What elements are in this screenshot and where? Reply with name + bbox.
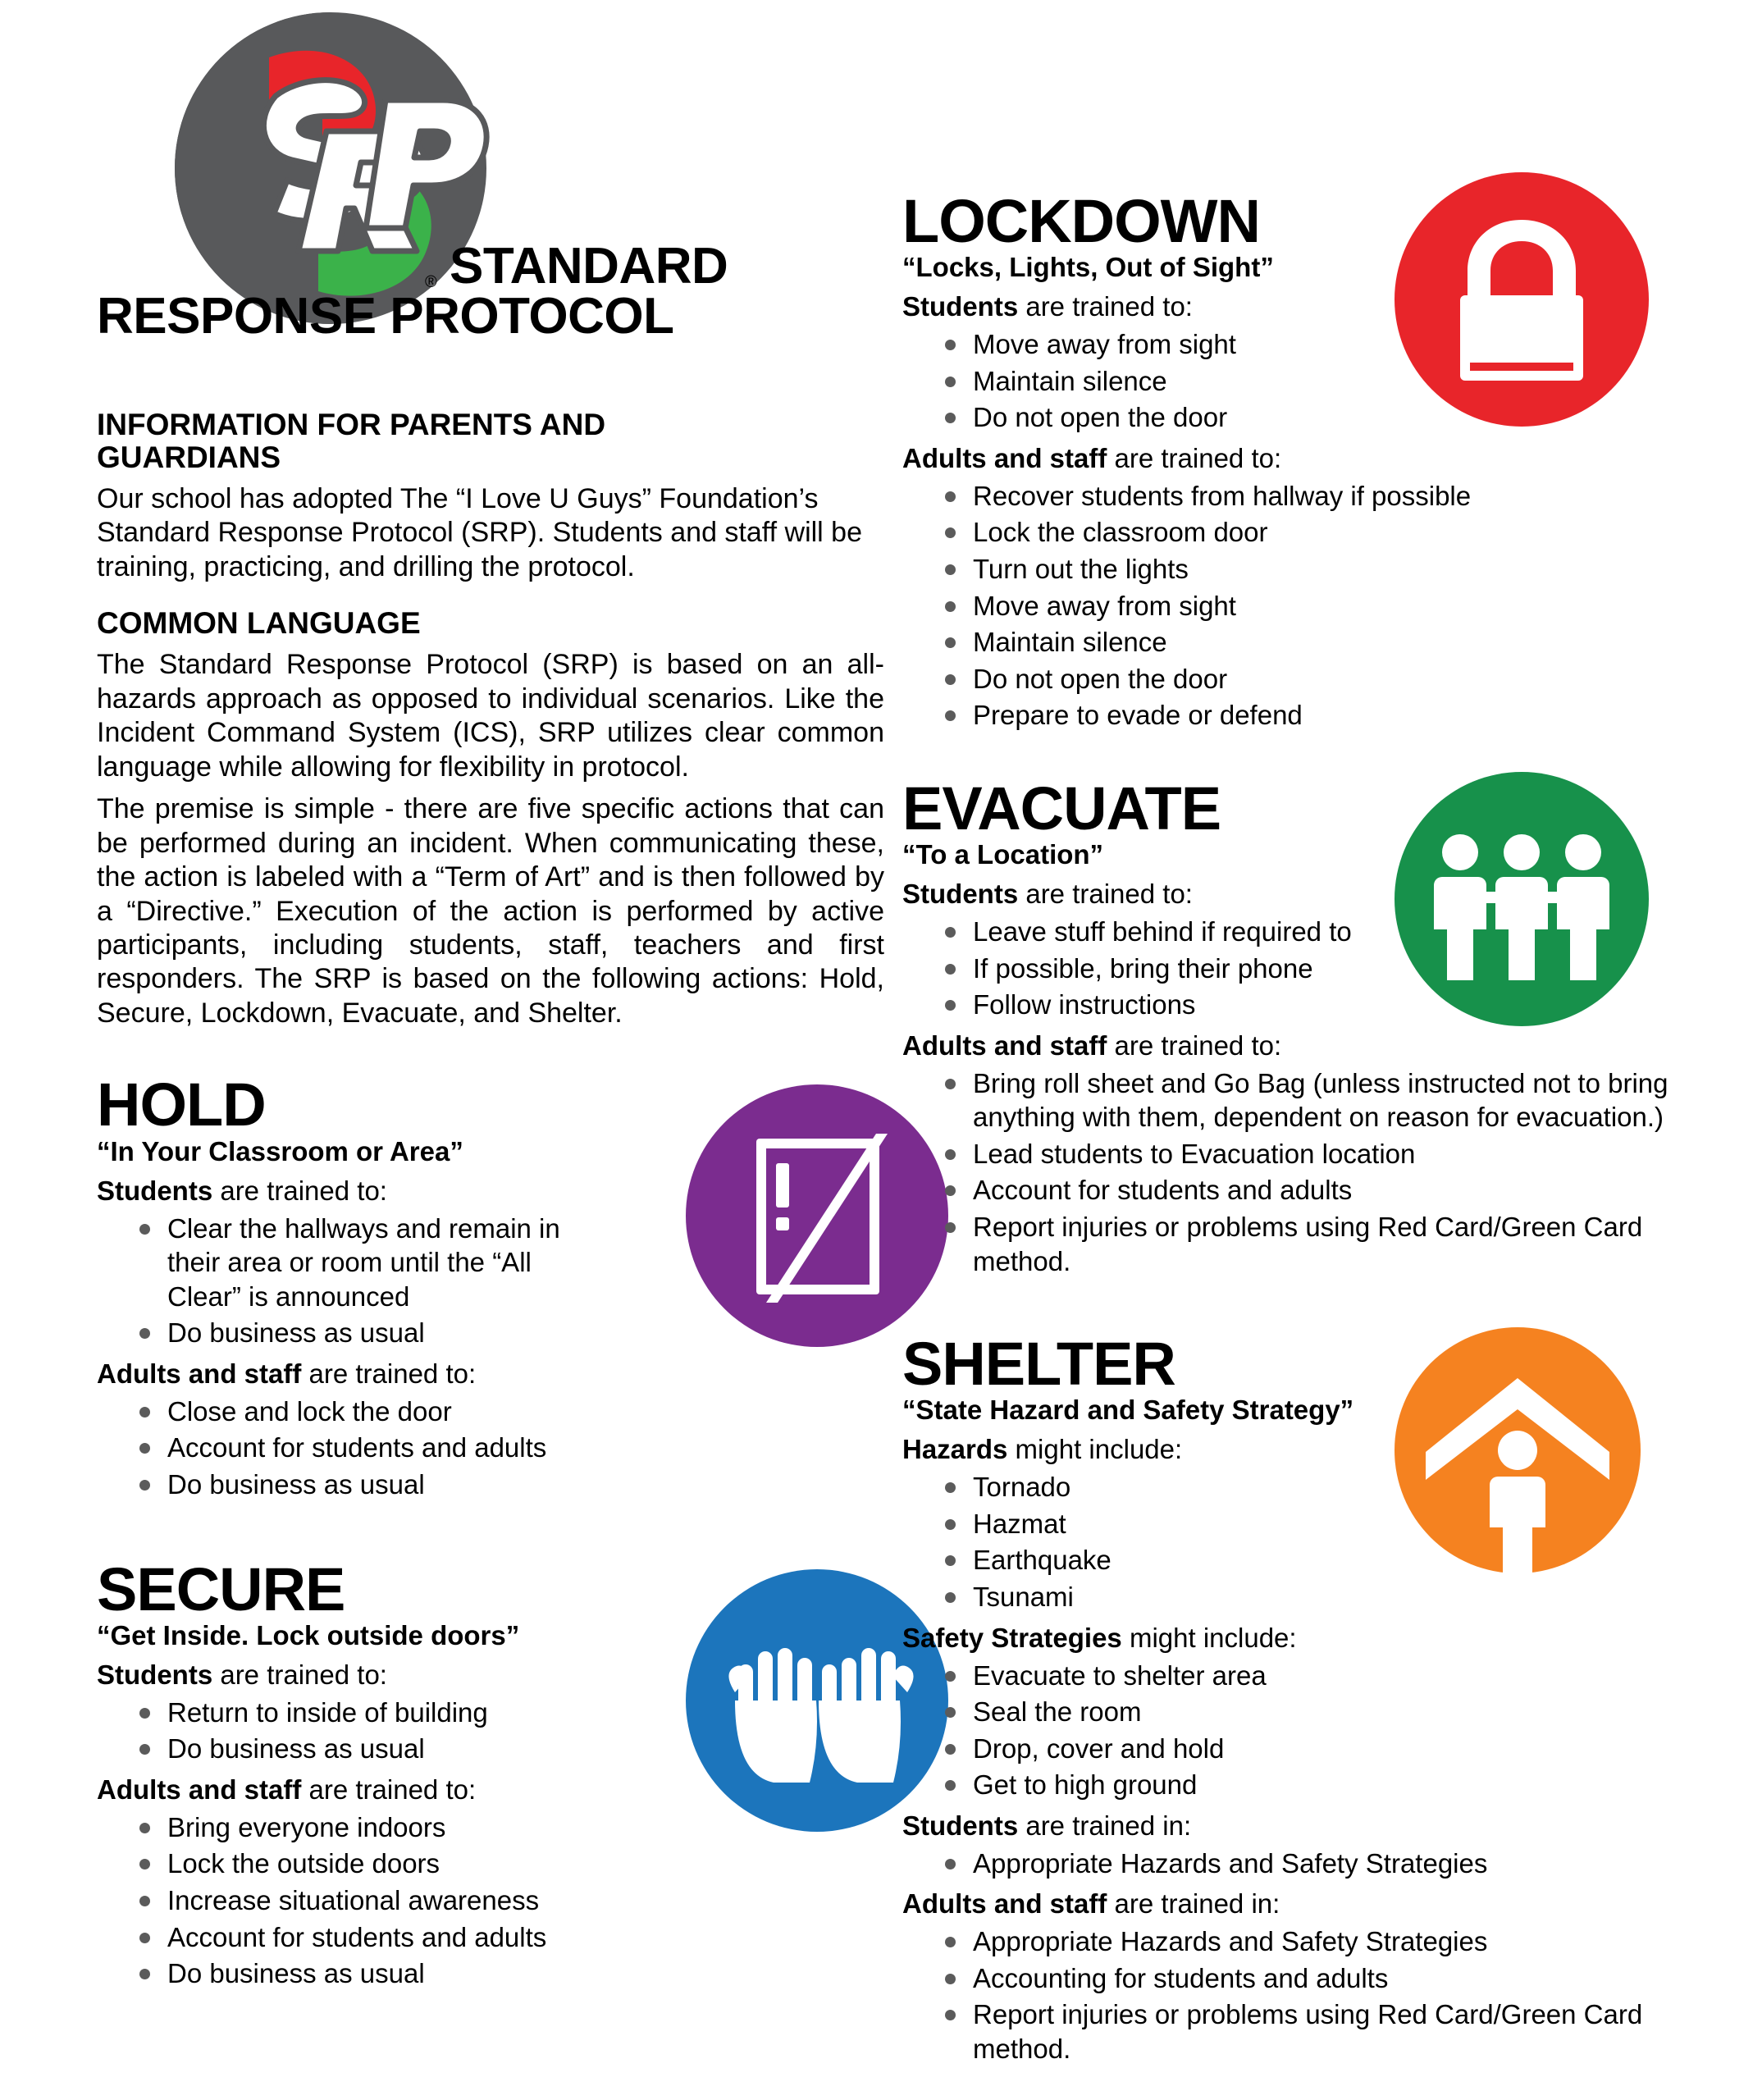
hold-title: HOLD xyxy=(97,1071,266,1139)
hold-subtitle: “In Your Classroom or Area” xyxy=(97,1135,463,1166)
protocol-secure xyxy=(97,1554,884,1991)
evacuate-students-heading xyxy=(902,877,1427,912)
list-item: Do not open the door xyxy=(940,662,1690,696)
list-item: Bring roll sheet and Go Bag (unless instructed not to bring anything with them, dependent on reason for evacuation.) xyxy=(940,1066,1690,1134)
shelter-strategies-heading-rest: might include: xyxy=(1121,1622,1297,1653)
evacuate-adults-heading-bold: Adults and staff xyxy=(902,1029,1107,1061)
list-item: Report injuries or problems using Red Card/Green Card method. xyxy=(940,1997,1690,2066)
lockdown-subtitle: “Locks, Lights, Out of Sight” xyxy=(902,252,1274,283)
lockdown-students-list xyxy=(902,327,1427,435)
list-item: Return to inside of building xyxy=(135,1696,589,1730)
protocol-shelter xyxy=(902,1330,1690,2066)
list-item: Tornado xyxy=(940,1470,1427,1504)
protocol-hold xyxy=(97,1071,884,1501)
secure-students-heading xyxy=(97,1658,589,1693)
list-item: Do business as usual xyxy=(135,1732,589,1766)
right-column xyxy=(902,0,1690,2069)
intro-section xyxy=(97,409,884,1030)
secure-subtitle: “Get Inside. Lock outside doors” xyxy=(97,1619,520,1650)
shelter-students-heading-bold: Students xyxy=(902,1810,1019,1841)
list-item: Clear the hallways and remain in their area or room until the “All Clear” is announced xyxy=(135,1212,589,1314)
lockdown-students-heading xyxy=(902,290,1427,325)
secure-students-heading-rest: are trained to: xyxy=(212,1659,387,1690)
list-item: Account for students and adults xyxy=(135,1431,884,1465)
shelter-person-icon xyxy=(1395,1327,1641,1573)
secure-adults-heading-bold: Adults and staff xyxy=(97,1774,302,1805)
shelter-strategies-heading-bold: Safety Strategies xyxy=(902,1622,1122,1653)
protocol-evacuate xyxy=(902,774,1690,1278)
secure-adults-list xyxy=(97,1810,589,1991)
list-item: Bring everyone indoors xyxy=(135,1810,589,1845)
hold-students-heading-rest: are trained to: xyxy=(212,1175,387,1206)
evacuate-title: EVACUATE xyxy=(902,774,1221,842)
lockdown-students-heading-bold: Students xyxy=(902,291,1019,322)
list-item: Appropriate Hazards and Safety Strategies xyxy=(940,1924,1690,1959)
list-item: Account for students and adults xyxy=(940,1173,1690,1208)
evacuate-adults-list xyxy=(902,1066,1690,1278)
masthead xyxy=(97,0,884,386)
secure-students-heading-bold: Students xyxy=(97,1659,213,1690)
hold-adults-heading-bold: Adults and staff xyxy=(97,1358,302,1389)
secure-adults-heading-rest: are trained to: xyxy=(301,1774,477,1805)
list-item: If possible, bring their phone xyxy=(940,952,1427,986)
hold-students-heading xyxy=(97,1174,589,1209)
list-item: Evacuate to shelter area xyxy=(940,1659,1690,1693)
hold-students-list xyxy=(97,1212,589,1350)
shelter-strategies-list xyxy=(902,1659,1690,1802)
hold-adults-list xyxy=(97,1395,884,1502)
shelter-strategies-heading xyxy=(902,1621,1690,1656)
shelter-title: SHELTER xyxy=(902,1330,1175,1399)
list-item: Move away from sight xyxy=(940,589,1690,623)
registered-mark: ® xyxy=(425,273,437,291)
list-item: Appropriate Hazards and Safety Strategies xyxy=(940,1847,1690,1881)
lockdown-adults-list xyxy=(902,479,1690,733)
list-item: Do not open the door xyxy=(940,400,1427,435)
title-line-response-protocol: RESPONSE PROTOCOL xyxy=(97,287,674,345)
lockdown-adults-heading xyxy=(902,441,1690,477)
lockdown-adults-heading-bold: Adults and staff xyxy=(902,442,1107,473)
list-item: Turn out the lights xyxy=(940,552,1690,587)
evacuate-students-heading-rest: are trained to: xyxy=(1018,879,1193,910)
list-item: Hazmat xyxy=(940,1507,1427,1541)
hold-adults-heading-rest: are trained to: xyxy=(301,1358,477,1389)
shelter-adults-list xyxy=(902,1924,1690,2066)
list-item: Close and lock the door xyxy=(135,1395,884,1429)
list-item: Do business as usual xyxy=(135,1468,884,1502)
protocol-lockdown xyxy=(902,187,1690,733)
list-item: Do business as usual xyxy=(135,1316,589,1350)
secure-title: SECURE xyxy=(97,1554,345,1623)
list-item: Tsunami xyxy=(940,1580,1427,1614)
secure-adults-heading xyxy=(97,1773,589,1808)
list-item: Maintain silence xyxy=(940,364,1427,399)
list-item: Get to high ground xyxy=(940,1768,1690,1802)
list-item: Report injuries or problems using Red Card/Green Card method. xyxy=(940,1210,1690,1278)
common-language-paragraph-1: The Standard Response Protocol (SRP) is based on an all-hazards approach as opposed to individual scenarios. Like the Incident Command System (ICS), SRP utilizes clear common language while allowing for flexibility in protocol. xyxy=(97,649,884,783)
evacuate-students-heading-bold: Students xyxy=(902,879,1019,910)
intro-paragraph: Our school has adopted The “I Love U Guys” Foundation’s Standard Response Protocol (SRP). Students and staff will be training, practicing, and drilling the protocol. xyxy=(97,482,862,582)
evacuate-subtitle: “To a Location” xyxy=(902,839,1104,870)
shelter-adults-heading-bold: Adults and staff xyxy=(902,1888,1107,1920)
list-item: Accounting for students and adults xyxy=(940,1961,1690,1996)
list-item: Maintain silence xyxy=(940,625,1690,660)
list-item: Leave stuff behind if required to xyxy=(940,915,1427,949)
intro-heading: INFORMATION FOR PARENTS AND GUARDIANS xyxy=(97,408,606,474)
lockdown-students-heading-rest: are trained to: xyxy=(1018,291,1193,322)
three-people-icon xyxy=(1395,772,1649,1026)
list-item: Seal the room xyxy=(940,1695,1690,1729)
shelter-adults-heading-rest: are trained in: xyxy=(1107,1888,1280,1920)
list-item: Lock the classroom door xyxy=(940,515,1690,550)
secure-students-list xyxy=(97,1696,589,1766)
lockdown-badge xyxy=(1395,172,1649,427)
shelter-hazards-list xyxy=(902,1470,1427,1614)
list-item: Prepare to evade or defend xyxy=(940,698,1690,733)
page-title xyxy=(97,238,884,345)
shelter-students-heading xyxy=(902,1809,1690,1844)
left-column xyxy=(97,0,884,1993)
padlock-icon xyxy=(1395,172,1649,427)
lockdown-adults-heading-rest: are trained to: xyxy=(1107,442,1282,473)
list-item: Account for students and adults xyxy=(135,1920,589,1955)
evacuate-students-list xyxy=(902,915,1427,1022)
list-item: Do business as usual xyxy=(135,1956,589,1991)
common-language-heading: COMMON LANGUAGE xyxy=(97,606,421,641)
shelter-hazards-heading-bold: Hazards xyxy=(902,1434,1008,1465)
common-language-paragraph-2: The premise is simple - there are five specific actions that can be performed during an incident. When communicating these, the action is labeled with a “Term of Art” and is then followed by a “Directive.” Execution of the action is performed by active participants, including students, staff, teachers and first responders. The SRP is based on the following actions: Hold, Secure, Lockdown, Evacuate, and Shelter. xyxy=(97,793,884,1029)
shelter-students-list xyxy=(902,1847,1690,1881)
shelter-adults-heading xyxy=(902,1887,1690,1922)
shelter-hazards-heading xyxy=(902,1432,1427,1468)
shelter-badge xyxy=(1395,1327,1641,1573)
shelter-students-heading-rest: are trained in: xyxy=(1018,1810,1192,1841)
title-line-standard: STANDARD xyxy=(450,238,728,294)
shelter-subtitle: “State Hazard and Safety Strategy” xyxy=(902,1395,1354,1426)
hold-adults-heading xyxy=(97,1357,884,1392)
list-item: Move away from sight xyxy=(940,327,1427,362)
list-item: Follow instructions xyxy=(940,988,1427,1022)
evacuate-adults-heading-rest: are trained to: xyxy=(1107,1029,1282,1061)
list-item: Lead students to Evacuation location xyxy=(940,1137,1690,1171)
list-item: Drop, cover and hold xyxy=(940,1732,1690,1766)
list-item: Earthquake xyxy=(940,1543,1427,1577)
hold-students-heading-bold: Students xyxy=(97,1175,213,1206)
evacuate-badge xyxy=(1395,772,1649,1026)
lockdown-title: LOCKDOWN xyxy=(902,187,1260,255)
list-item: Lock the outside doors xyxy=(135,1847,589,1881)
shelter-hazards-heading-rest: might include: xyxy=(1007,1434,1183,1465)
list-item: Recover students from hallway if possible xyxy=(940,479,1690,514)
list-item: Increase situational awareness xyxy=(135,1883,589,1918)
evacuate-adults-heading xyxy=(902,1029,1690,1064)
